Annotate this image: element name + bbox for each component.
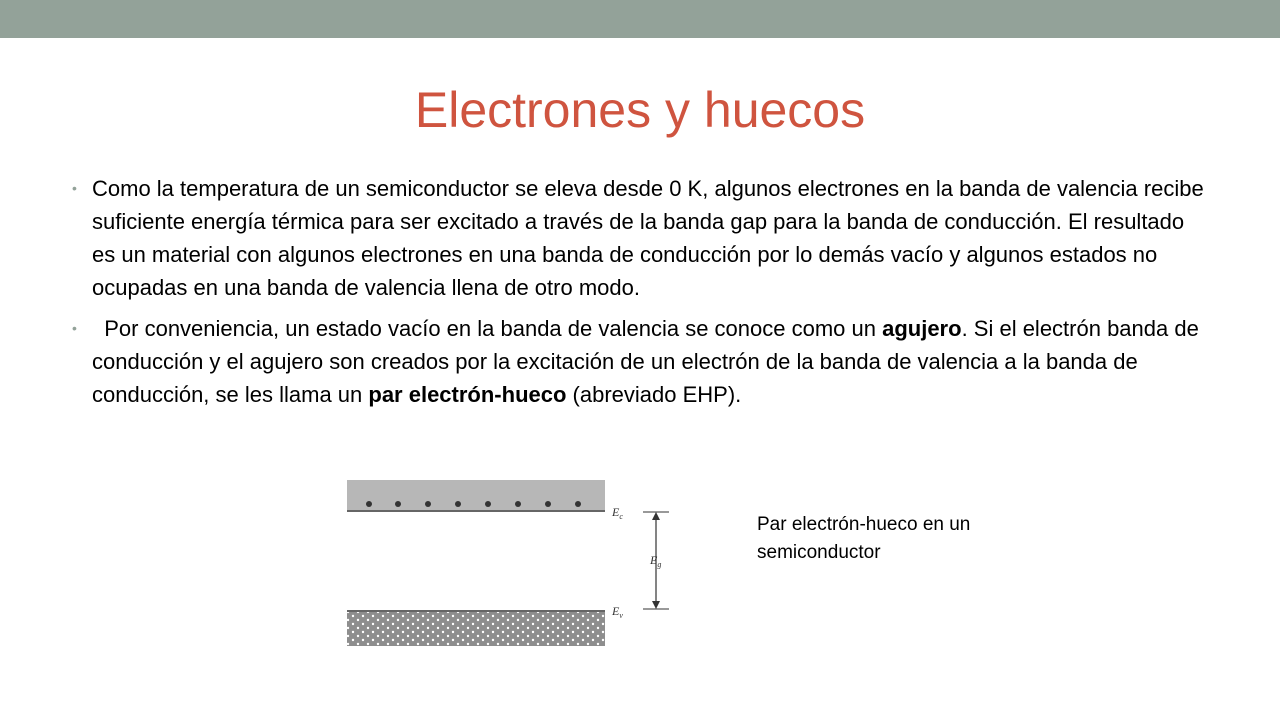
bullet-text: (abreviado EHP). <box>566 382 742 407</box>
electron-dot <box>485 501 491 507</box>
electron-dot <box>455 501 461 507</box>
conduction-band <box>347 480 605 510</box>
band-diagram <box>325 466 690 668</box>
term-par-electron-hueco: par electrón-hueco <box>368 382 567 407</box>
electron-dot <box>575 501 581 507</box>
bullet-item-2 <box>70 312 1210 411</box>
bullet-text: Por conveniencia, un estado vacío en la banda de valencia se conoce como un <box>92 316 883 341</box>
figure-caption: Par electrón-hueco en un semiconductor <box>757 514 971 563</box>
bullet-dot-icon: • <box>72 320 77 336</box>
label-eg: $E_g$ <box>650 553 662 569</box>
electron-dot <box>366 501 372 507</box>
label-ev: $E_v$ <box>612 604 623 620</box>
term-agujero: agujero <box>882 316 962 341</box>
electron-dot <box>425 501 431 507</box>
electron-dot <box>395 501 401 507</box>
bullet-text: Como la temperatura de un semiconductor se eleva desde 0 K, algunos electrones en la banda de valencia recibe suficiente energía térmica para ser excitado a través de la banda gap para la banda de conducción. El resultado es un material con algunos electrones en una banda de conducción por lo demás vacío y algunos estados no ocupadas en una banda de valencia llena de otro modo. <box>92 176 1204 300</box>
arrow-head-up-icon <box>652 512 660 520</box>
arrow-head-down-icon <box>652 601 660 609</box>
label-ec: $E_c$ <box>612 505 623 521</box>
bullet-dot-icon: • <box>72 180 77 196</box>
electron-dot <box>515 501 521 507</box>
valence-band-texture <box>347 612 605 646</box>
bullet-item-1 <box>70 172 1210 304</box>
bullet-text: . Si el electrón banda de conducción y el agujero son creados por la excitación de un electrón de la banda de valencia a la banda de conducción, se les llama un <box>92 316 1199 407</box>
top-accent-bar <box>0 0 1280 38</box>
slide-title: Electrones y huecos <box>414 82 866 138</box>
electron-dot <box>545 501 551 507</box>
bullet-list <box>70 172 1210 419</box>
